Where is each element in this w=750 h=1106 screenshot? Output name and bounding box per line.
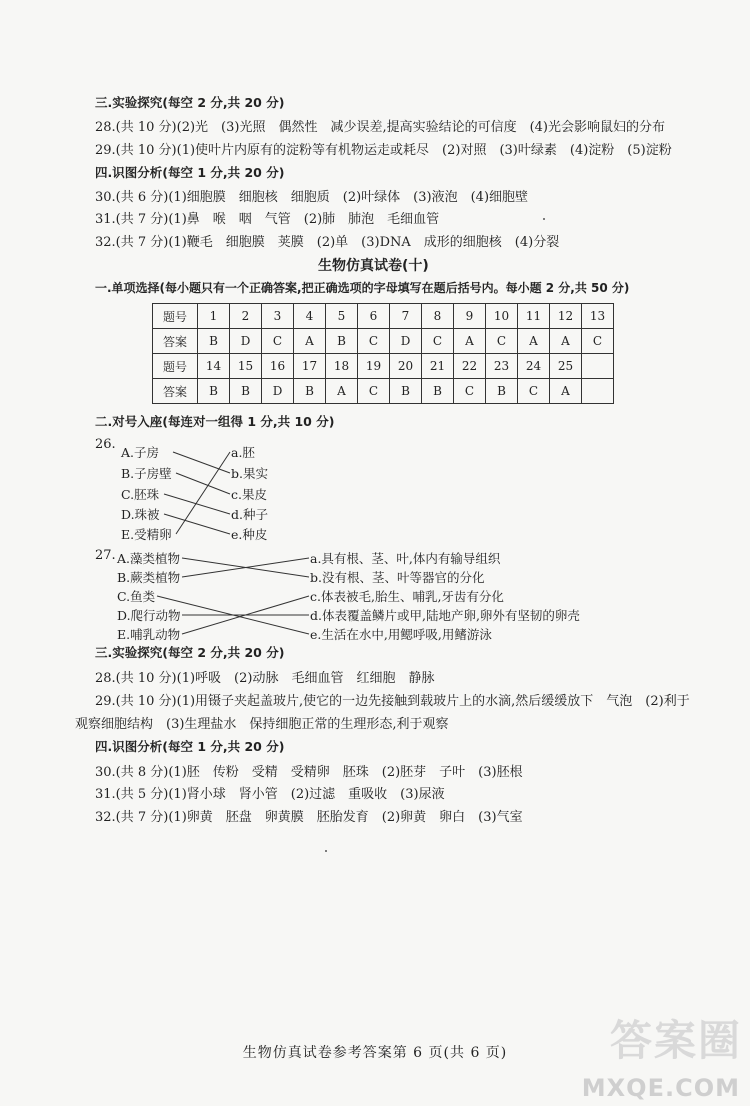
answer-29-line1: 29.(共 10 分)(1)用镊子夹起盖玻片,使它的一边先接触到载玻片上的水滴,然后缓缓放下 气泡 (2)利于 bbox=[95, 694, 690, 709]
table-cell: C bbox=[358, 379, 390, 404]
table-cell: 16 bbox=[262, 354, 294, 379]
scan-speck bbox=[543, 218, 545, 220]
table-cell: 7 bbox=[390, 304, 422, 329]
match27-right-d: d.体表覆盖鳞片或甲,陆地产卵,卵外有坚韧的卵壳 bbox=[310, 608, 580, 623]
table-cell: A bbox=[518, 329, 550, 354]
table-cell: B bbox=[230, 379, 262, 404]
match27-right-e: e.生活在水中,用鳃呼吸,用鳍游泳 bbox=[310, 627, 492, 642]
table-cell: C bbox=[486, 329, 518, 354]
match27-line-e-c bbox=[182, 596, 309, 634]
table-cell: A bbox=[550, 379, 582, 404]
table-cell: B bbox=[422, 379, 454, 404]
table-cell: 18 bbox=[326, 354, 358, 379]
table-cell: 11 bbox=[518, 304, 550, 329]
table-cell bbox=[582, 354, 614, 379]
table-cell: B bbox=[390, 379, 422, 404]
table-cell: 20 bbox=[390, 354, 422, 379]
answer-29-line2: 观察细胞结构 (3)生理盐水 保持细胞正常的生理形态,利于观察 bbox=[75, 717, 449, 732]
match26-right-c: c.果皮 bbox=[231, 487, 267, 502]
answer-32: 32.(共 7 分)(1)卵黄 胚盘 卵黄膜 胚胎发育 (2)卵黄 卵白 (3)气室 bbox=[95, 810, 523, 825]
table-cell: C bbox=[358, 329, 390, 354]
table-cell: 4 bbox=[294, 304, 326, 329]
match27-number: 27. bbox=[95, 548, 116, 563]
match26-left-d: D.珠被 bbox=[121, 507, 160, 522]
table-cell: 8 bbox=[422, 304, 454, 329]
table-cell: 13 bbox=[582, 304, 614, 329]
watermark-text: 答案圈 bbox=[609, 1016, 742, 1065]
match26-right-b: b.果实 bbox=[231, 466, 268, 481]
table-cell: 14 bbox=[198, 354, 230, 379]
table-cell: 3 bbox=[262, 304, 294, 329]
table-cell: 10 bbox=[486, 304, 518, 329]
table-cell: B bbox=[198, 379, 230, 404]
table-label-answer: 答案 bbox=[153, 329, 198, 354]
table-cell: 17 bbox=[294, 354, 326, 379]
match26-left-a: A.子房 bbox=[121, 445, 160, 460]
prev-answer-30: 30.(共 6 分)(1)细胞膜 细胞核 细胞质 (2)叶绿体 (3)液泡 (4)细胞壁 bbox=[95, 190, 529, 205]
table-cell: B bbox=[486, 379, 518, 404]
table-cell: 23 bbox=[486, 354, 518, 379]
match26-line-d-e bbox=[164, 514, 230, 534]
table-cell: 9 bbox=[454, 304, 486, 329]
table-cell: A bbox=[326, 379, 358, 404]
table-cell: 5 bbox=[326, 304, 358, 329]
table-cell: C bbox=[262, 329, 294, 354]
table-label-answer: 答案 bbox=[153, 379, 198, 404]
table-label-question: 题号 bbox=[153, 354, 198, 379]
table-cell: C bbox=[518, 379, 550, 404]
match27-right-b: b.没有根、茎、叶等器官的分化 bbox=[310, 570, 485, 585]
match26-number: 26. bbox=[95, 437, 116, 452]
table-row bbox=[153, 379, 614, 404]
prev-section3-header: 三.实验探究(每空 2 分,共 20 分) bbox=[95, 95, 285, 110]
table-cell bbox=[582, 379, 614, 404]
match26-left-b: B.子房壁 bbox=[121, 466, 172, 481]
table-cell: 12 bbox=[550, 304, 582, 329]
table-cell: 1 bbox=[198, 304, 230, 329]
answer-31: 31.(共 5 分)(1)肾小球 肾小管 (2)过滤 重吸收 (3)尿液 bbox=[95, 787, 445, 802]
table-cell: B bbox=[198, 329, 230, 354]
table-cell: A bbox=[550, 329, 582, 354]
table-cell: C bbox=[582, 329, 614, 354]
table-cell: D bbox=[390, 329, 422, 354]
prev-section4-header: 四.识图分析(每空 1 分,共 20 分) bbox=[95, 165, 285, 180]
table-cell: 15 bbox=[230, 354, 262, 379]
match27-right-a: a.具有根、茎、叶,体内有输导组织 bbox=[310, 551, 501, 566]
table-cell: C bbox=[422, 329, 454, 354]
table-row bbox=[153, 329, 614, 354]
match27-line-a-b bbox=[182, 558, 309, 577]
table-cell: D bbox=[262, 379, 294, 404]
match26-line-b-c bbox=[176, 473, 230, 494]
table-cell: 24 bbox=[518, 354, 550, 379]
section1-header: 一.单项选择(每小题只有一个正确答案,把正确选项的字母填写在题后括号内。每小题 2 分,共 50 分) bbox=[95, 281, 630, 295]
scan-speck bbox=[325, 850, 327, 852]
match26-line-a-b bbox=[173, 452, 230, 473]
exam-title: 生物仿真试卷(十) bbox=[318, 258, 429, 274]
match26-right-e: e.种皮 bbox=[231, 527, 268, 542]
match27-left-a: A.藻类植物 bbox=[117, 551, 181, 566]
prev-answer-29: 29.(共 10 分)(1)使叶片内原有的淀粉等有机物运走或耗尽 (2)对照 (3)叶绿素 (4)淀粉 (5)淀粉 bbox=[95, 143, 672, 158]
watermark-url: MXQE.COM bbox=[581, 1074, 740, 1102]
match26-line-c-d bbox=[164, 494, 230, 514]
table-row bbox=[153, 304, 614, 329]
match27-left-e: E.哺乳动物 bbox=[117, 627, 181, 642]
table-cell: D bbox=[230, 329, 262, 354]
watermark-logo bbox=[565, 1008, 750, 1104]
prev-answer-31: 31.(共 7 分)(1)鼻 喉 咽 气管 (2)肺 肺泡 毛细血管 bbox=[95, 212, 440, 227]
match27-left-d: D.爬行动物 bbox=[117, 608, 181, 623]
match26-left-e: E.受精卵 bbox=[121, 527, 172, 542]
prev-answer-32: 32.(共 7 分)(1)鞭毛 细胞膜 荚膜 (2)单 (3)DNA 成形的细胞核 (4)分裂 bbox=[95, 235, 560, 250]
match26-right-d: d.种子 bbox=[231, 507, 268, 522]
section2-header: 二.对号入座(每连对一组得 1 分,共 10 分) bbox=[95, 414, 335, 429]
table-cell: B bbox=[326, 329, 358, 354]
page-footer: 生物仿真试卷参考答案第 6 页(共 6 页) bbox=[242, 1045, 508, 1061]
section3-header: 三.实验探究(每空 2 分,共 20 分) bbox=[95, 645, 285, 660]
match27-left-c: C.鱼类 bbox=[117, 589, 156, 604]
match27-right-c: c.体表被毛,胎生、哺乳,牙齿有分化 bbox=[310, 589, 504, 604]
match26-left-c: C.胚珠 bbox=[121, 487, 160, 502]
table-cell: 21 bbox=[422, 354, 454, 379]
table-cell: C bbox=[454, 379, 486, 404]
table-cell: A bbox=[294, 329, 326, 354]
section4-header: 四.识图分析(每空 1 分,共 20 分) bbox=[95, 739, 285, 754]
match27-line-b-a bbox=[182, 558, 309, 577]
table-cell: A bbox=[454, 329, 486, 354]
match26-right-a: a.胚 bbox=[231, 445, 255, 460]
table-cell: 2 bbox=[230, 304, 262, 329]
table-cell: B bbox=[294, 379, 326, 404]
prev-answer-28: 28.(共 10 分)(2)光 (3)光照 偶然性 减少误差,提高实验结论的可信度 (4)光会影响鼠妇的分布 bbox=[95, 120, 666, 135]
table-cell: 25 bbox=[550, 354, 582, 379]
table-cell: 19 bbox=[358, 354, 390, 379]
match27-left-b: B.蕨类植物 bbox=[117, 570, 181, 585]
table-row bbox=[153, 354, 614, 379]
answer-28: 28.(共 10 分)(1)呼吸 (2)动脉 毛细血管 红细胞 静脉 bbox=[95, 671, 435, 686]
table-label-question: 题号 bbox=[153, 304, 198, 329]
match26-line-e-a bbox=[176, 452, 230, 534]
table-cell: 6 bbox=[358, 304, 390, 329]
answer-30: 30.(共 8 分)(1)胚 传粉 受精 受精卵 胚珠 (2)胚芽 子叶 (3)胚根 bbox=[95, 765, 523, 780]
answer-table bbox=[152, 303, 614, 404]
table-cell: 22 bbox=[454, 354, 486, 379]
